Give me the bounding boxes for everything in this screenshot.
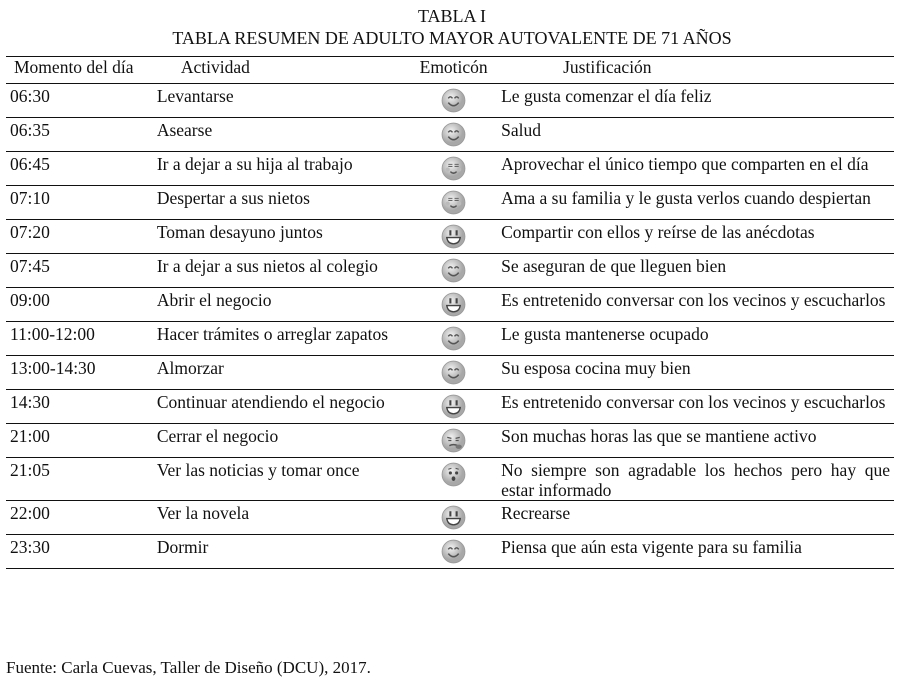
emotion-cell [406,118,501,152]
emotion-cell [406,84,501,118]
emotion-cell [406,186,501,220]
time-cell: 06:45 [6,152,157,186]
reason-cell: Piensa que aún esta vigente para su familia [501,535,894,569]
time-cell: 07:20 [6,220,157,254]
table-number: TABLA I [417,6,487,26]
reason-cell: Su esposa cocina muy bien [501,356,894,390]
emotion-cell [406,535,501,569]
smile-face-icon [441,122,466,147]
activity-cell: Abrir el negocio [157,288,406,322]
time-cell: 06:30 [6,84,157,118]
reason-cell: Es entretenido conversar con los vecinos y escucharlos [501,288,894,322]
emotion-cell [406,458,501,501]
smile-face-icon [441,88,466,113]
activity-cell: Despertar a sus nietos [157,186,406,220]
tired-face-icon [441,428,466,453]
reason-cell: Le gusta mantenerse ocupado [501,322,894,356]
time-cell: 21:05 [6,458,157,501]
hushed-face-icon [441,462,466,487]
table-row [6,458,894,501]
table-row [6,288,894,322]
activity-cell: Ver las noticias y tomar once [157,458,406,501]
header-time: Momento del día [6,57,157,84]
reason-cell: No siempre son agradable los hechos pero hay que estar informado [501,458,894,501]
smile-face-icon [441,539,466,564]
time-cell: 22:00 [6,501,157,535]
emotion-cell [406,220,501,254]
reason-cell: Son muchas horas las que se mantiene activo [501,424,894,458]
reason-cell: Le gusta comenzar el día feliz [501,84,894,118]
smile-face-icon [441,360,466,385]
table-row [6,356,894,390]
emotion-cell [406,424,501,458]
source-note: Fuente: Carla Cuevas, Taller de Diseño (DCU), 2017. [6,658,371,677]
activity-cell: Ir a dejar a su hija al trabajo [157,152,406,186]
reason-cell: Se aseguran de que lleguen bien [501,254,894,288]
reason-cell: Aprovechar el único tiempo que comparten en el día [501,152,894,186]
time-cell: 23:30 [6,535,157,569]
time-cell: 09:00 [6,288,157,322]
activity-cell: Dormir [157,535,406,569]
table-row [6,118,894,152]
reason-cell: Compartir con ellos y reírse de las anécdotas [501,220,894,254]
summary-table [6,56,894,569]
time-cell: 06:35 [6,118,157,152]
reason-cell: Ama a su familia y le gusta verlos cuando despiertan [501,186,894,220]
grin-face-icon [441,505,466,530]
activity-cell: Asearse [157,118,406,152]
activity-cell: Almorzar [157,356,406,390]
time-cell: 14:30 [6,390,157,424]
grin-face-icon [441,292,466,317]
grin-face-icon [441,224,466,249]
table-row [6,254,894,288]
emotion-cell [406,254,501,288]
time-cell: 21:00 [6,424,157,458]
table-row [6,424,894,458]
emotion-cell [406,390,501,424]
header-row [6,57,894,84]
table-row [6,84,894,118]
emotion-cell [406,288,501,322]
emotion-cell [406,356,501,390]
reason-cell: Salud [501,118,894,152]
table-row [6,152,894,186]
time-cell: 13:00-14:30 [6,356,157,390]
table-row [6,501,894,535]
blush-face-icon [441,156,466,181]
header-emotion: Emoticón [406,57,501,84]
activity-cell: Continuar atendiendo el negocio [157,390,406,424]
table-title: TABLA RESUMEN DE ADULTO MAYOR AUTOVALENTE DE 71 AÑOS [172,28,732,48]
smile-face-icon [441,258,466,283]
time-cell: 11:00-12:00 [6,322,157,356]
header-activity: Actividad [157,57,406,84]
table-row [6,390,894,424]
emotion-cell [406,322,501,356]
activity-cell: Ir a dejar a sus nietos al colegio [157,254,406,288]
grin-face-icon [441,394,466,419]
activity-cell: Ver la novela [157,501,406,535]
activity-cell: Cerrar el negocio [157,424,406,458]
smile-face-icon [441,326,466,351]
emotion-cell [406,152,501,186]
activity-cell: Levantarse [157,84,406,118]
reason-cell: Recrearse [501,501,894,535]
blush-face-icon [441,190,466,215]
activity-cell: Toman desayuno juntos [157,220,406,254]
table-row [6,220,894,254]
time-cell: 07:45 [6,254,157,288]
emotion-cell [406,501,501,535]
table-row [6,535,894,569]
reason-cell: Es entretenido conversar con los vecinos y escucharlos [501,390,894,424]
table-row [6,186,894,220]
header-reason: Justificación [501,57,894,84]
activity-cell: Hacer trámites o arreglar zapatos [157,322,406,356]
table-row [6,322,894,356]
time-cell: 07:10 [6,186,157,220]
